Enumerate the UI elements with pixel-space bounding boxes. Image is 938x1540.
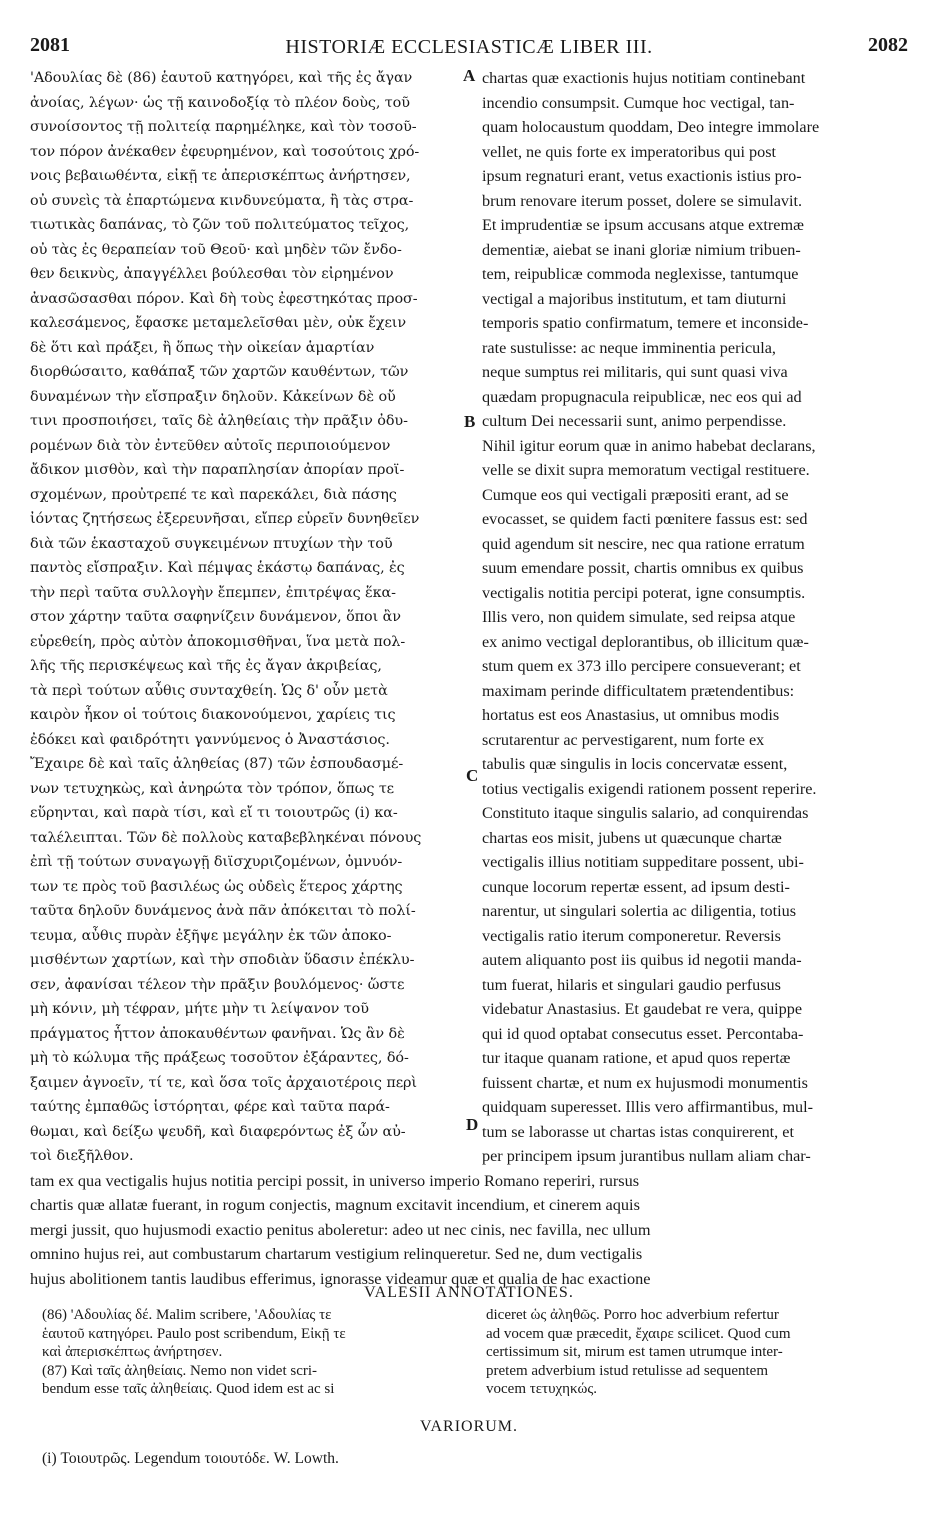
full-width-text-line: mergi jussit, quo hujusmodi exactio penitus aboleretur: adeo ut nec cinis, nec favilla, nec ullum [30,1219,651,1239]
greek-text-line: σεν, ἀφανίσαι τέλεον τὴν πρᾶξιν βουλόμενος· ὥστε [30,976,405,993]
annotation-line: bendum esse ταῖς ἀληθείαις. Quod idem est ac si [42,1381,335,1397]
section-marker-b: B [464,412,476,431]
greek-text-line: ἰόντας ζητήσεως ἐξερευνῆσαι, εἴπερ εὑρεῖν δυνηθεῖεν [30,511,420,527]
latin-text-line: qui id quod optabat consecutus esset. Percontaba- [482,1024,804,1043]
greek-text-line: οὐ συνεὶς τὰ ἐπαρτώμενα κινδυνεύματα, ἢ τὰς στρα- [30,192,414,209]
latin-text-line: tam ex qua vectigalis hujus notitia percipi possit, in universo imperio Romano reperiri, rursus [30,1170,640,1190]
greek-text-line: λῆς τῆς περισκέψεως καὶ τῆς ἐς ἄγαν ἀκριβείας, [30,658,382,674]
greek-text-line: οὐ τὰς ἐς θεραπείαν τοῦ Θεοῦ· καὶ μηδὲν τῶν ἔνδο- [30,241,402,258]
latin-text-line: cunque locorum repertæ essent, ad ipsum desti- [482,877,790,896]
greek-text-line: 'Αδουλίας δὲ (86) ἑαυτοῦ κατηγόρει, καὶ τῆς ἐς ἄγαν [30,70,413,86]
greek-text-line: νων τετυχηκὼς, καὶ ἀνηρώτα τὸν τρόπον, ὅπως τε [30,780,395,797]
greek-text-line: δυναμένων τὴν εἴσπραξιν δηλοῦν. Κἀκείνων δὲ οὔ [30,388,396,405]
latin-text-line: cultum Dei necessarii sunt, animo perpendisse. [482,412,787,430]
greek-text-line: ταῦτα δηλοῦν δυνάμενος ἀνὰ πᾶν ἀπόκειται τὸ πολί- [30,903,416,919]
greek-text-line: των τε πρὸς τοῦ βασιλέως ὡς οὐδεὶς ἕτερος χάρτης [30,878,403,895]
greek-text-line: καιρὸν ἧκον οἱ τούτοις διακονούμενοι, χαρίεις τις [30,707,396,723]
greek-text-line: ἐπὶ τῇ τούτων συναγωγῇ διϊσχυριζομένων, ὀμνυόν- [30,854,403,870]
annotation-line: (86) 'Αδουλίας δέ. Malim scribere, 'Αδουλίας τε [42,1307,332,1323]
latin-text-line: autem aliquanto post iis quibus id negotii manda- [482,951,802,969]
greek-text-line: ἀνασῶσασθαι πόρον. Καὶ δὴ τοὺς ἐφεστηκότας προσ- [30,290,418,307]
annotation-line: certissimum sit, mirum est tamen utrumque inter- [486,1344,783,1360]
annotation-line: ad vocem quæ præcedit, ἔχαιρε scilicet. Quod cum [486,1325,791,1342]
greek-text-line: δὲ ὅτι καὶ πράξει, ἢ ὅπως τὴν οἰκείαν ἁμαρτίαν [30,339,375,356]
right-page-number: 2082 [868,34,908,56]
greek-text-line: ταύτης ἐμπαθῶς ἱστόρηται, φέρε καὶ ταῦτα παρά- [30,1099,390,1115]
latin-text-line: maximam perinde difficultatem prætendentibus: [482,681,795,700]
latin-text-line: chartas quæ exactionis hujus notitiam continebant [482,69,806,87]
greek-text-line: ρομένων διὰ τὸν ἐντεῦθεν αὐτοῖς περιποιούμενον [30,437,391,454]
latin-text-line: suum emendare possit, chartis omnibus ex quibus [482,559,804,577]
latin-text-line: stum quem ex 373 illo percipere consueverant; et [482,657,801,675]
latin-text-line: neque sumptus rei militaris, qui sunt quasi viva [482,363,788,381]
latin-text-line: ex animo vectigal deplorantibus, ob illicitum quæ- [482,632,809,651]
greek-text-line: τιωτικὰς δαπάνας, τὸ ζῶν τοῦ πολιτεύματος τεῖχος, [30,217,410,233]
latin-text-line: videbatur Anastasius. Et gaudebat re vera, quippe [482,1000,803,1018]
latin-text-line: tur itaque quanam ratione, et apud quos repertæ [482,1049,791,1067]
latin-text-line: incendio consumpsit. Cumque hoc vectigal, tan- [482,93,795,112]
latin-text-line: quædam propugnacula reipublicæ, nec eos qui ad [482,387,802,406]
section-marker-d: D [466,1115,479,1134]
latin-text-line: Et imprudentiæ se ipsum accusans atque extremæ [482,216,804,234]
greek-text-line: θεν δεικνὺς, ἀπαγγέλλει βούλεσθαι τὸν εἰρημένον [30,266,394,282]
latin-text-line: evocasset, se quidem facti pœnitere fassus est: sed [482,510,808,528]
greek-text-line: μισθέντων χαρτίων, καὶ τὴν σποδιὰν ὕδασιν ἐπέκλυ- [30,952,415,968]
latin-text-line: vectigalis notitia percipi poterat, igne consumptis. [482,583,806,602]
latin-text-line: vectigalis ratio iterum componeretur. Reversis [482,926,781,945]
greek-text-line: τὴν περὶ ταῦτα συλλογὴν ἔπεμπεν, ἐπιτρέψας ἕκα- [30,584,396,601]
latin-text-line: quam holocaustum quoddam, Deo integre immolare [482,118,820,136]
latin-column [482,66,912,1169]
greek-text-line: μὴ κόνιν, μὴ τέφραν, μήτε μὴν τι λείψανον τοῦ [30,1001,369,1017]
latin-text-line: brum renovare iterum posset, dolere se simulavit. [482,191,803,210]
greek-text-line: καλεσάμενος, ἔφασκε μεταμελεῖσθαι μὲν, οὐκ ἔχειν [30,315,406,331]
greek-text-line: τινι προσποιήσει, ταῖς δὲ ἀληθείαις τὴν πρᾶξιν ὀδυ- [30,413,408,429]
greek-text-line: ἀνοίας, λέγων· ὡς τῇ καινοδοξίᾳ τὸ πλέον δοὺς, τοῦ [30,94,410,111]
greek-text-line: διορθώσαιτο, καθάπαξ τῶν χαρτῶν καυθέντων, τῶν [30,364,409,380]
latin-text-line: Constituto itaque singulis salario, ad conquirendas [482,804,809,822]
latin-text-line: vectigalis illius notitiam suppeditare possent, ubi- [482,853,804,871]
greek-text-line: τὰ περὶ τούτων αὖθις συνταχθείη. Ὡς δ' οὖν μετὰ [30,682,388,699]
annotations-left-column [42,1306,462,1399]
full-width-text-line: omnino hujus rei, aut combustarum chartarum vestigium relinqueretur. Sed ne, dum vectigalis [30,1244,643,1263]
latin-text-line: per principem ipsum jurantibus nullam aliam char- [482,1147,811,1165]
latin-text-line: tum fuerat, hilaris et singulari gaudio perfusus [482,975,781,994]
left-page-number: 2081 [30,34,70,56]
annotation-line: ἑαυτοῦ κατηγόρει. Paulo post scribendum, Εἰκῇ τε [42,1325,346,1342]
latin-text-line: tabulis quæ singulis in locis concervatæ essent, [482,755,788,773]
annotation-line: diceret ὡς ἀληθῶς. Porro hoc adverbium refertur [486,1307,779,1323]
greek-text-line: εὕρηνται, καὶ παρὰ τίσι, καὶ εἴ τι τοιουτρῶς (i) κα- [30,805,398,821]
greek-text-line: νοις βεβαιωθέντα, εἰκῇ τε ἀπερισκέπτως ἀνήρτησεν, [30,168,411,184]
greek-text-line: θωμαι, καὶ δείξω ψευδῆ, καὶ διαφερόντως ἐξ ὧν αὐ- [30,1123,406,1140]
latin-text-line: quid agendum sit nescire, nec qua ratione erratum [482,534,805,553]
latin-text-line: Nihil igitur eorum quæ in animo habebat declarans, [482,436,816,455]
greek-text-line: παντὸς εἴσπραξιν. Καὶ πέμψας ἑκάστῳ δαπάνας, ἐς [30,560,405,576]
greek-text-line: στον χάρτην ταῦτα σαφηνίζειν δυνάμενον, ὅποι ἂν [30,609,401,625]
page-header [30,34,908,60]
latin-text-line: Illis vero, non quidem simulate, sed reipsa atque [482,608,796,626]
greek-text-line: ἐδόκει καὶ φαιδρότητι γαννύμενος ὁ Ἀναστάσιος. [30,731,390,748]
greek-text-line: ἄδικον μισθὸν, καὶ τὴν παραπλησίαν ἀπορίαν προϊ- [30,462,405,478]
greek-text-line: Ἔχαιρε δὲ καὶ ταῖς ἀληθείας (87) τῶν ἐσπουδασμέ- [30,756,404,772]
variorum-title: VARIORUM. [419,1418,519,1435]
section-marker-a: A [463,66,476,85]
annotation-line: pretem adverbium istud retulisse ad sequentem [486,1362,769,1379]
annotation-line: καὶ ἀπερισκέπτως ἀνήρτησεν. [42,1344,223,1360]
latin-text-line: temporis spatio confirmatum, temere et inconside- [482,314,809,332]
annotations-right-column [486,1306,910,1399]
full-width-text-line: chartis quæ allatæ fuerant, in rogum conjectis, magnum excitavit incendium, et cinerem aquis [30,1195,640,1214]
greek-text-line: εὑρεθείη, πρὸς αὐτὸν ἀποκομισθῆναι, ἵνα μετὰ πολ- [30,633,406,650]
latin-text-line: chartas eos misit, jubens ut quæcunque chartæ [482,828,782,847]
latin-text-line: vellet, ne quis forte ex imperatoribus qui post [482,142,777,161]
annotations-title: VALESII ANNOTATIONES. [364,1284,574,1301]
greek-text-line: πράγματος ἧττον ἀποκαυθέντων φανῆναι. Ὡς ἂν δὲ [30,1025,405,1042]
latin-text-line: Cumque eos qui vectigali præpositi erant, ad se [482,485,789,504]
section-marker-c: C [466,766,479,785]
greek-text-line: σχομένων, προὐτρεπέ τε καὶ παρεκάλει, διὰ πάσης [30,486,397,503]
annotation-line: (87) Καὶ ταῖς ἀληθείαις. Nemo non videt scri- [42,1362,318,1379]
latin-text-line: scrutarentur ac pervestigarent, num forte ex [482,730,765,749]
annotation-line: vocem τετυχηκώς. [486,1381,598,1397]
variorum-note: (i) Τοιουτρῶς. Legendum τοιουτόδε. W. Lowth. [42,1450,339,1467]
latin-text-line: totius vectigalis exigendi rationem possent reperire. [482,779,817,798]
full-width-text [30,1169,908,1292]
running-title: HISTORIÆ ECCLESIASTICÆ LIBER III. [285,36,653,58]
greek-text-line: τευμα, αὖθις πυρὰν ἐξῆψε μεγάλην ἐκ τῶν ἀποκο- [30,927,392,944]
greek-text-line: διὰ τῶν ἑκασταχοῦ συγκειμένων πτυχίων τὴν τοῦ [30,535,393,552]
greek-text-line: τοὶ διεξῆλθον. [30,1148,134,1164]
greek-column [30,66,462,1169]
greek-text-line: μὴ τὸ κώλυμα τῆς πράξεως τοσοῦτον ἐξάραντες, δό- [30,1050,409,1066]
latin-text-line: narentur, ut singulari solertia ac diligentia, totius [482,902,797,920]
latin-text-line: tem, reipublicæ commoda neglexisse, tantumque [482,265,799,283]
latin-text-line: velle se dixit supra memoratum vectigal restituere. [482,461,810,479]
latin-text-line: hortatus est eos Anastasius, ut omnibus modis [482,706,780,724]
latin-text-line: ipsum regnaturi erant, vetus exactionis istius pro- [482,167,802,185]
greek-text-line: συνοίσοντος τῇ πολιτείᾳ παρημέληκε, καὶ τὸν τοσοῦ- [30,119,417,135]
greek-text-line: ταλέλειπται. Τῶν δὲ πολλοὺς καταβεβληκέναι πόνους [30,829,422,846]
full-width-text-line: hujus abolitionem tantis laudibus efferimus, ignorasse videamur quæ et qualia de hac exactione [30,1268,651,1288]
latin-text-line: dementiæ, aiebat se inani gloriæ nimium tribuen- [482,240,801,259]
greek-text-line: τον πόρον ἀνέκαθεν ἐφευρημένον, καὶ τοσούτοις χρό- [30,143,420,160]
latin-text-line: tum se laborasse ut chartas istas conquirerent, et [482,1122,794,1141]
greek-text-line: ξαιμεν ἀγνοεῖν, τί τε, καὶ ὅσα τοῖς ἀρχαιοτέροις περὶ [30,1074,417,1091]
latin-text-line: quidquam superesset. Illis vero affirmantibus, mul- [482,1098,814,1116]
latin-text-line: vectigal a majoribus institutum, et tam diuturni [482,289,787,308]
latin-text-line: rate sustulisse: ac neque imminentia pericula, [482,338,776,357]
latin-text-line: fuissent chartæ, et num ex hujusmodi monumentis [482,1073,808,1092]
